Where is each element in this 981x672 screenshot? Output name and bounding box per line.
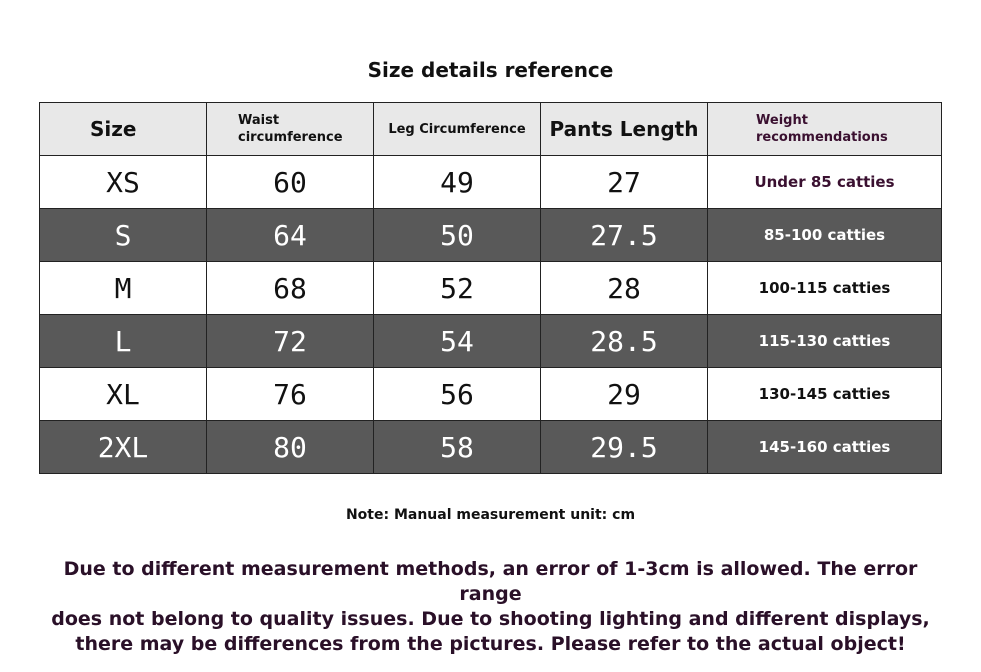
table-row	[40, 368, 942, 421]
header-weight	[708, 103, 942, 156]
header-waist	[207, 103, 374, 156]
table-row	[40, 421, 942, 474]
cell-weight: Under 85 catties	[708, 156, 942, 209]
table-row	[40, 262, 942, 315]
cell-size: M	[40, 262, 207, 315]
table-row	[40, 209, 942, 262]
table-row	[40, 156, 942, 209]
cell-leg: 56	[374, 368, 541, 421]
cell-waist: 68	[207, 262, 374, 315]
cell-length: 27.5	[541, 209, 708, 262]
cell-waist: 64	[207, 209, 374, 262]
disclaimer-line1: Due to different measurement methods, an error of 1-3cm is allowed. The error range	[63, 558, 918, 605]
cell-length: 29	[541, 368, 708, 421]
cell-waist: 60	[207, 156, 374, 209]
cell-length: 29.5	[541, 421, 708, 474]
cell-leg: 49	[374, 156, 541, 209]
header-leg: Leg Circumference	[374, 103, 541, 156]
cell-size: S	[40, 209, 207, 262]
cell-waist: 76	[207, 368, 374, 421]
header-weight-line1: Weight	[756, 113, 808, 128]
table-header-row	[40, 103, 942, 156]
cell-leg: 54	[374, 315, 541, 368]
header-size: Size	[40, 103, 207, 156]
cell-leg: 50	[374, 209, 541, 262]
cell-weight: 100-115 catties	[708, 262, 942, 315]
cell-size: 2XL	[40, 421, 207, 474]
cell-waist: 80	[207, 421, 374, 474]
cell-waist: 72	[207, 315, 374, 368]
table-row	[40, 315, 942, 368]
header-weight-line2: recommendations	[756, 130, 888, 145]
disclaimer	[30, 557, 951, 657]
cell-size: L	[40, 315, 207, 368]
cell-leg: 52	[374, 262, 541, 315]
header-waist-line2: circumference	[238, 130, 343, 145]
cell-leg: 58	[374, 421, 541, 474]
cell-weight: 85-100 catties	[708, 209, 942, 262]
cell-length: 27	[541, 156, 708, 209]
cell-length: 28	[541, 262, 708, 315]
cell-weight: 115-130 catties	[708, 315, 942, 368]
header-pants-length: Pants Length	[541, 103, 708, 156]
header-waist-line1: Waist	[238, 113, 280, 128]
cell-size: XL	[40, 368, 207, 421]
cell-length: 28.5	[541, 315, 708, 368]
disclaimer-line2: does not belong to quality issues. Due to shooting lighting and different displays,	[51, 608, 930, 630]
disclaimer-line3: there may be differences from the pictures. Please refer to the actual object!	[75, 633, 906, 655]
page-title: Size details reference	[367, 58, 614, 82]
measurement-note: Note: Manual measurement unit: cm	[345, 507, 636, 523]
cell-weight: 130-145 catties	[708, 368, 942, 421]
cell-size: XS	[40, 156, 207, 209]
size-table	[39, 102, 942, 474]
cell-weight: 145-160 catties	[708, 421, 942, 474]
